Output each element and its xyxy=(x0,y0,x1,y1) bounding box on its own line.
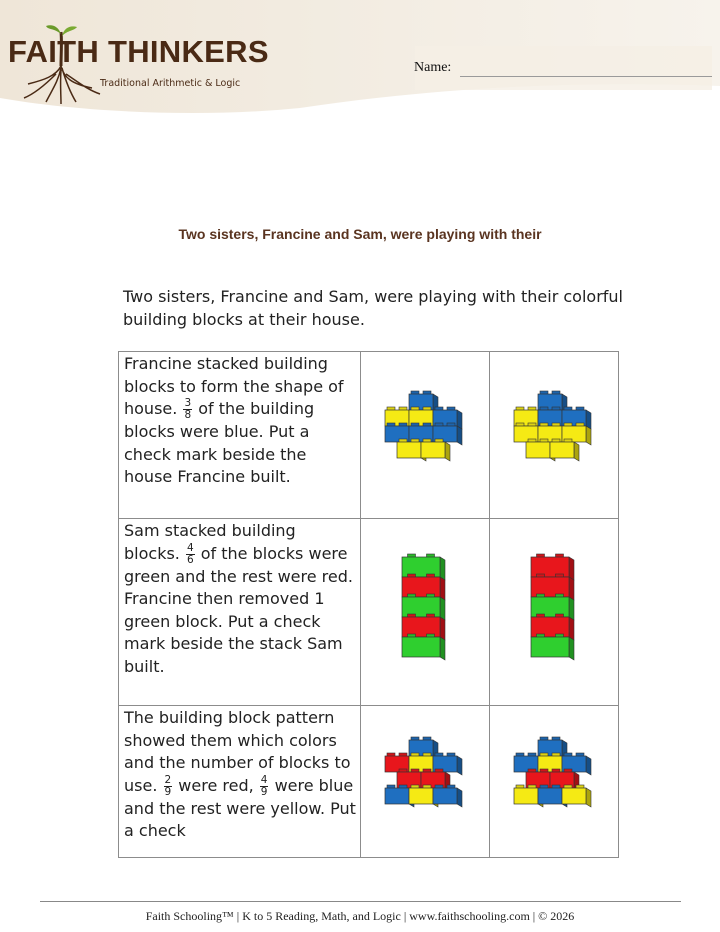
problem-1-text-before: Francine stacked building blocks to form the shape of house. xyxy=(124,354,344,418)
problem-2-fraction: $\frac{4}{6}$ xyxy=(186,541,194,566)
block-yellow xyxy=(562,785,591,807)
problem-3-text-after: were blue and the rest were yellow. Put a check xyxy=(124,775,356,840)
problem-row-3 xyxy=(119,706,619,858)
block-stack-b xyxy=(490,551,618,671)
problem-row-2 xyxy=(119,519,619,706)
problem-2-text xyxy=(119,519,361,706)
problem-3-fraction-2: $\frac{4}{9}$ xyxy=(260,773,268,798)
block-yellow xyxy=(421,439,450,461)
intro-paragraph: Two sisters, Francine and Sam, were playing with their colorful building blocks at their house. xyxy=(123,287,623,329)
problem-2-option-b[interactable] xyxy=(490,519,619,706)
page-header xyxy=(0,0,720,118)
problem-3-text-mid: were red, xyxy=(178,775,254,795)
problem-1-option-b[interactable] xyxy=(490,352,619,519)
problem-row-1 xyxy=(119,352,619,519)
problem-1-fraction: $\frac{3}{8}$ xyxy=(184,397,192,421)
problem-3-text-before: The building block pattern showed them which colors and the number of blocks to use. xyxy=(124,708,351,795)
problem-2-text-before: Sam stacked building blocks. xyxy=(124,521,296,563)
block-yellow xyxy=(550,439,579,461)
block-stack-a xyxy=(361,551,489,671)
problem-2-text-after: of the blocks were green and the rest were red. Francine then removed 1 green block. Put a check mark beside the stack Sam built. xyxy=(124,543,353,676)
footer-divider xyxy=(40,901,681,902)
problem-1-text xyxy=(119,352,361,519)
block-house-a xyxy=(361,388,489,478)
page-footer: Faith Schooling™ | K to 5 Reading, Math, and Logic | www.faithschooling.com | © 2026 xyxy=(145,909,575,923)
worksheet-title: Two sisters, Francine and Sam, were playing with their xyxy=(178,226,542,242)
block-pattern-a xyxy=(361,734,489,824)
problem-3-fraction: $\frac{2}{9}$ xyxy=(164,773,172,798)
brand-tagline: Traditional Arithmetic & Logic xyxy=(100,78,241,89)
problem-3-option-a[interactable] xyxy=(361,706,490,858)
block-pattern-b xyxy=(490,734,618,824)
problem-1-option-a[interactable] xyxy=(361,352,490,519)
problem-3-option-b[interactable] xyxy=(490,706,619,858)
block-house-b xyxy=(490,388,618,478)
name-input-line[interactable] xyxy=(460,76,712,77)
name-label: Name: xyxy=(414,60,452,75)
brand-logo-text: FAITH THINKERS xyxy=(8,34,269,69)
block-green xyxy=(402,634,445,660)
block-green xyxy=(531,634,574,660)
problem-1-text-after: of the building blocks were blue. Put a check mark beside the house Francine built. xyxy=(124,399,315,486)
problem-3-text xyxy=(119,706,361,858)
problem-2-option-a[interactable] xyxy=(361,519,490,706)
problems-table xyxy=(118,351,619,858)
block-blue xyxy=(433,785,462,807)
